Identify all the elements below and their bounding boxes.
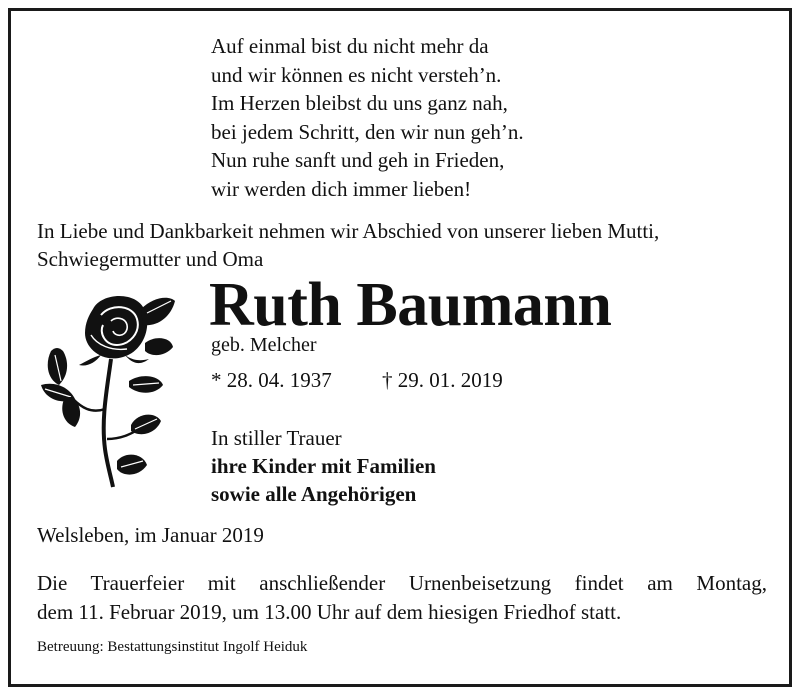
place-date: Welsleben, im Januar 2019: [37, 523, 264, 547]
intro-text: [37, 217, 659, 273]
funeral-notice: [37, 569, 767, 627]
poem-line: und wir können es nicht versteh’n.: [211, 62, 502, 87]
undertaker-credit: Betreuung: Bestattungsinstitut Ingolf Heiduk: [37, 639, 308, 655]
poem-line: Auf einmal bist du nicht mehr da: [211, 34, 489, 58]
deceased-name: Ruth Baumann: [209, 271, 612, 339]
mourners-heading: In stiller Trauer: [211, 426, 342, 450]
mourners-family: ihre Kinder mit Familien: [211, 454, 436, 478]
funeral-line: Die Trauerfeier mit anschließender Urnenbeisetzung findet am Montag,: [37, 571, 767, 595]
poem-line: Nun ruhe sanft und geh in Frieden,: [211, 148, 505, 172]
poem-line: bei jedem Schritt, den wir nun geh’n.: [211, 119, 524, 144]
poem: [211, 32, 524, 203]
intro-line: Schwiegermutter und Oma: [37, 247, 264, 271]
maiden-name: geb. Melcher: [211, 334, 317, 356]
poem-line: wir werden dich immer lieben!: [211, 176, 472, 201]
obituary-notice: [8, 8, 792, 687]
mourners-relatives: sowie alle Angehörigen: [211, 482, 417, 506]
funeral-line: dem 11. Februar 2019, um 13.00 Uhr auf dem hiesigen Friedhof statt.: [37, 600, 622, 624]
death-date: † 29. 01. 2019: [382, 368, 503, 392]
rose-icon: [41, 289, 176, 489]
birth-date: * 28. 04. 1937: [211, 368, 332, 392]
intro-line: In Liebe und Dankbarkeit nehmen wir Abschied von unserer lieben Mutti,: [37, 219, 660, 243]
poem-line: Im Herzen bleibst du uns ganz nah,: [211, 91, 508, 115]
